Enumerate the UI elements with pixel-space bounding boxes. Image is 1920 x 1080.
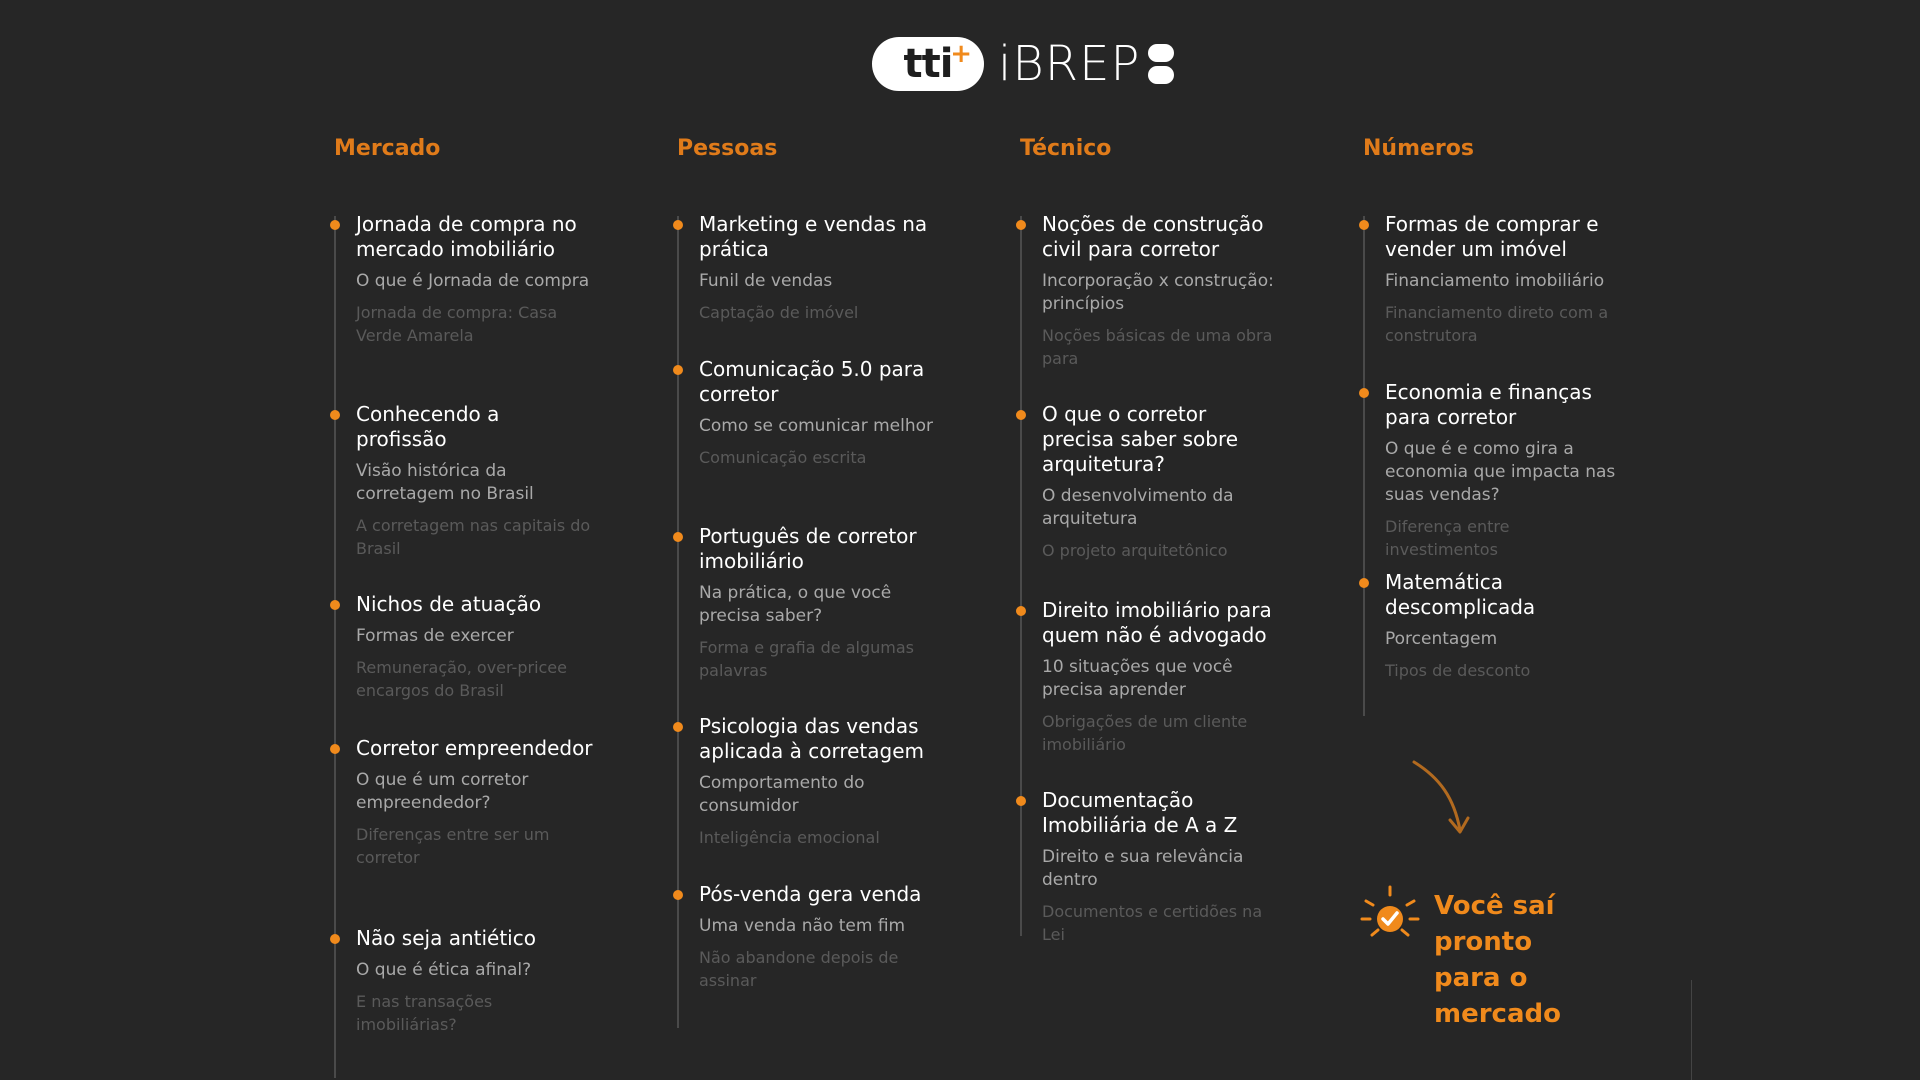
- tti-logo-text: tti: [903, 41, 953, 87]
- item-detail: Inteligência emocional: [699, 828, 880, 847]
- item-subtitle: 10 situações que você precisa aprender: [1042, 657, 1233, 700]
- ibrep-mark-icon: [1148, 44, 1174, 84]
- item-detail: E nas transações imobiliárias?: [356, 992, 493, 1034]
- list-item: [334, 402, 594, 560]
- list-item: [334, 926, 594, 1036]
- list-item: [334, 212, 594, 347]
- item-detail: A corretagem nas capitais do Brasil: [356, 516, 591, 558]
- item-subtitle: Uma venda não tem fim: [699, 916, 906, 936]
- item-title: Direito imobiliário para quem não é advogado: [1042, 598, 1272, 647]
- item-subtitle: O desenvolvimento da arquitetura: [1042, 486, 1234, 529]
- list-item: [1363, 380, 1623, 561]
- column-heading: Pessoas: [677, 136, 778, 161]
- item-title: Matemática descomplicada: [1385, 570, 1536, 619]
- column-mercado: [334, 136, 614, 1034]
- item-detail: Diferença entre investimentos: [1385, 517, 1510, 559]
- item-title: Marketing e vendas na prática: [699, 212, 928, 261]
- item-subtitle: Como se comunicar melhor: [699, 416, 933, 436]
- item-title: O que o corretor precisa saber sobre arquitetura?: [1042, 402, 1239, 476]
- item-subtitle: Formas de exercer: [356, 626, 514, 646]
- tti-plus: +: [950, 39, 972, 69]
- list-item: [677, 357, 937, 469]
- item-title: Português de corretor imobiliário: [699, 524, 917, 573]
- cta-line: Você saí: [1434, 891, 1555, 921]
- item-title: Comunicação 5.0 para corretor: [699, 357, 925, 406]
- item-detail: Obrigações de um cliente imobiliário: [1042, 712, 1248, 754]
- item-detail: Noções básicas de uma obra para: [1042, 326, 1273, 368]
- logo: [872, 34, 1174, 94]
- column-numeros: [1363, 136, 1643, 680]
- item-subtitle: Funil de vendas: [699, 271, 833, 291]
- item-subtitle: O que é ética afinal?: [356, 960, 532, 980]
- cta-line: pronto: [1434, 927, 1533, 957]
- item-detail: Comunicação escrita: [699, 448, 867, 467]
- item-title: Corretor empreendedor: [356, 736, 593, 760]
- sun-check-icon: [1360, 885, 1420, 945]
- list-item: [677, 212, 937, 324]
- divider: [1691, 980, 1692, 1080]
- cta-line: mercado: [1434, 999, 1561, 1029]
- list-item: [1020, 788, 1280, 946]
- list-item: [1020, 402, 1280, 562]
- item-detail: Diferenças entre ser um corretor: [356, 825, 550, 867]
- item-title: Formas de comprar e vender um imóvel: [1385, 212, 1599, 261]
- list-item: [677, 524, 937, 682]
- item-detail: Documentos e certidões na Lei: [1042, 902, 1263, 944]
- item-subtitle: O que é um corretor empreendedor?: [356, 770, 529, 813]
- list-item: [334, 592, 594, 702]
- tti-logo: [872, 37, 984, 91]
- item-detail: Não abandone depois de assinar: [699, 948, 899, 990]
- column-heading: Técnico: [1020, 136, 1112, 161]
- item-title: Não seja antiético: [356, 926, 536, 950]
- item-subtitle: Visão histórica da corretagem no Brasil: [356, 461, 534, 504]
- item-subtitle: Incorporação x construção: princípios: [1042, 271, 1274, 314]
- column-pessoas: [677, 136, 957, 990]
- item-detail: Remuneração, over-pricee encargos do Brasil: [356, 658, 567, 700]
- item-title: Psicologia das vendas aplicada à corretagem: [699, 714, 925, 763]
- cta-line: para o: [1434, 963, 1528, 993]
- item-title: Nichos de atuação: [356, 592, 542, 616]
- item-subtitle: O que é Jornada de compra: [356, 271, 590, 291]
- list-item: [1020, 598, 1280, 756]
- ibrep-logo-text: iBREP: [998, 36, 1141, 92]
- item-subtitle: Direito e sua relevância dentro: [1042, 847, 1244, 890]
- item-subtitle: O que é e como gira a economia que impacta nas suas vendas?: [1385, 439, 1616, 505]
- column-heading: Mercado: [334, 136, 441, 161]
- list-item: [1363, 570, 1623, 682]
- item-subtitle: Financiamento imobiliário: [1385, 271, 1605, 291]
- arrow-down-icon: [1410, 758, 1490, 848]
- item-title: Conhecendo a profissão: [356, 402, 500, 451]
- item-detail: Captação de imóvel: [699, 303, 859, 322]
- list-item: [334, 736, 594, 869]
- list-item: [1363, 212, 1623, 347]
- item-subtitle: Na prática, o que você precisa saber?: [699, 583, 892, 626]
- item-detail: O projeto arquitetônico: [1042, 541, 1228, 560]
- item-title: Economia e finanças para corretor: [1385, 380, 1592, 429]
- item-title: Pós-venda gera venda: [699, 882, 922, 906]
- item-detail: Financiamento direto com a construtora: [1385, 303, 1609, 345]
- item-title: Jornada de compra no mercado imobiliário: [356, 212, 577, 261]
- list-item: [1020, 212, 1280, 370]
- item-detail: Forma e grafia de algumas palavras: [699, 638, 914, 680]
- item-title: Documentação Imobiliária de A a Z: [1042, 788, 1238, 837]
- item-subtitle: Comportamento do consumidor: [699, 773, 865, 816]
- column-heading: Números: [1363, 136, 1474, 161]
- list-item: [677, 882, 937, 992]
- list-item: [677, 714, 937, 849]
- item-detail: Jornada de compra: Casa Verde Amarela: [356, 303, 558, 345]
- cta-text: [1434, 888, 1561, 1032]
- item-subtitle: Porcentagem: [1385, 629, 1498, 649]
- item-title: Noções de construção civil para corretor: [1042, 212, 1264, 261]
- item-detail: Tipos de desconto: [1385, 661, 1531, 680]
- column-tecnico: [1020, 136, 1300, 944]
